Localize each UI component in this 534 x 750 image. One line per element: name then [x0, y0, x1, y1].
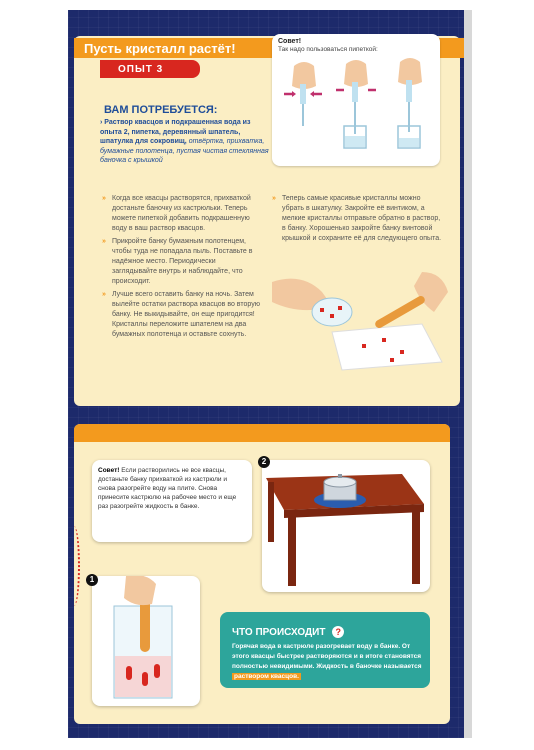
crystal-drying-illustration: [272, 262, 452, 372]
pipette-tip-box: [272, 34, 440, 166]
highlight-term: раствором квасцов.: [234, 673, 299, 680]
experiment-label: ОПЫТ 3: [118, 64, 164, 75]
paragraph: » Теперь самые красивые кристаллы можно убрать в шкатулку. Закройте её винтиком, а мелкие кристаллы отправьте обратно в раствор, в банку. Хорошенько закройте банку винтовой крышкой и сохраните её для следующего опыта.: [272, 195, 442, 242]
question-icon: ?: [332, 626, 344, 638]
step-1-card: [92, 576, 200, 706]
pipette-illustration: [276, 56, 436, 162]
left-column: [102, 194, 260, 343]
needs-bold-text: › Раствор квасцов и подкрашенная вода из опыта 2, пипетка, деревянный шпатель, шпатулка для сокровищ,: [100, 119, 251, 146]
step-2-badge: 2: [258, 456, 270, 468]
tip-text: Если растворились не все квасцы, достаньте банку прихваткой из кастрюли и снова разогрейте воду на плите. Снова принесите кастрюлю на рабочее место и еще раз разогрейте жидкость в банке.: [98, 467, 237, 510]
paragraph: » Прикройте банку бумажным полотенцем, чтобы туда не попадала пыль. Поставьте в надёжное место. Периодически заглядывайте внутрь и наблюдайте, что происходит.: [102, 238, 253, 285]
step-1-badge: 1: [86, 574, 98, 586]
paragraph: » Лучше всего оставить банку на ночь. Затем вылейте остатки раствора квасцов во вторую банку. Не выкидывайте, он еще пригодится! Кристаллы переложите шпателем на два бумажных полотенца и оставьте сохнуть.: [102, 291, 260, 338]
page-title: Пусть кристалл растёт!: [84, 41, 236, 56]
page-edge: [464, 10, 472, 738]
needs-italic-text: отвёртка, прихватка, бумажные полотенца, пустая чистая стеклянная баночка с крышкой: [100, 138, 269, 165]
jar-stirring-illustration: [92, 576, 200, 706]
what-happens-title: ЧТО ПРОИСХОДИТ ?: [232, 626, 344, 638]
step-2-card: [262, 460, 430, 592]
tip-title: Совет!: [98, 467, 120, 474]
tip-subtitle: Так надо пользоваться пипеткой:: [278, 46, 378, 53]
bullet-icon: »: [272, 195, 276, 202]
bottom-title-bar: [74, 424, 450, 442]
bullet-icon: »: [102, 291, 106, 298]
dotted-decoration: [68, 526, 80, 606]
needs-heading: ВАМ ПОТРЕБУЕТСЯ:: [104, 104, 218, 116]
needs-list: [100, 118, 272, 166]
bullet-icon: »: [102, 195, 106, 202]
paragraph: » Когда все квасцы растворятся, прихваткой достаньте баночку из кастрюльки. Теперь можете пипеткой добавить подкрашенную воду в ваш раствор квасцов.: [102, 195, 251, 232]
bullet-icon: »: [102, 238, 106, 245]
right-column: [272, 194, 442, 247]
bottom-tip-box: [92, 460, 252, 542]
table-pot-illustration: [262, 460, 430, 592]
what-happens-text: Горячая вода в кастрюле разогревает воду в банке. От этого квасцы быстрее растворяются и в итоге становятся полностью невидимыми. Жидкость в баночке называется раствором квасцов.: [232, 643, 422, 680]
tip-title: Совет!: [278, 38, 302, 45]
